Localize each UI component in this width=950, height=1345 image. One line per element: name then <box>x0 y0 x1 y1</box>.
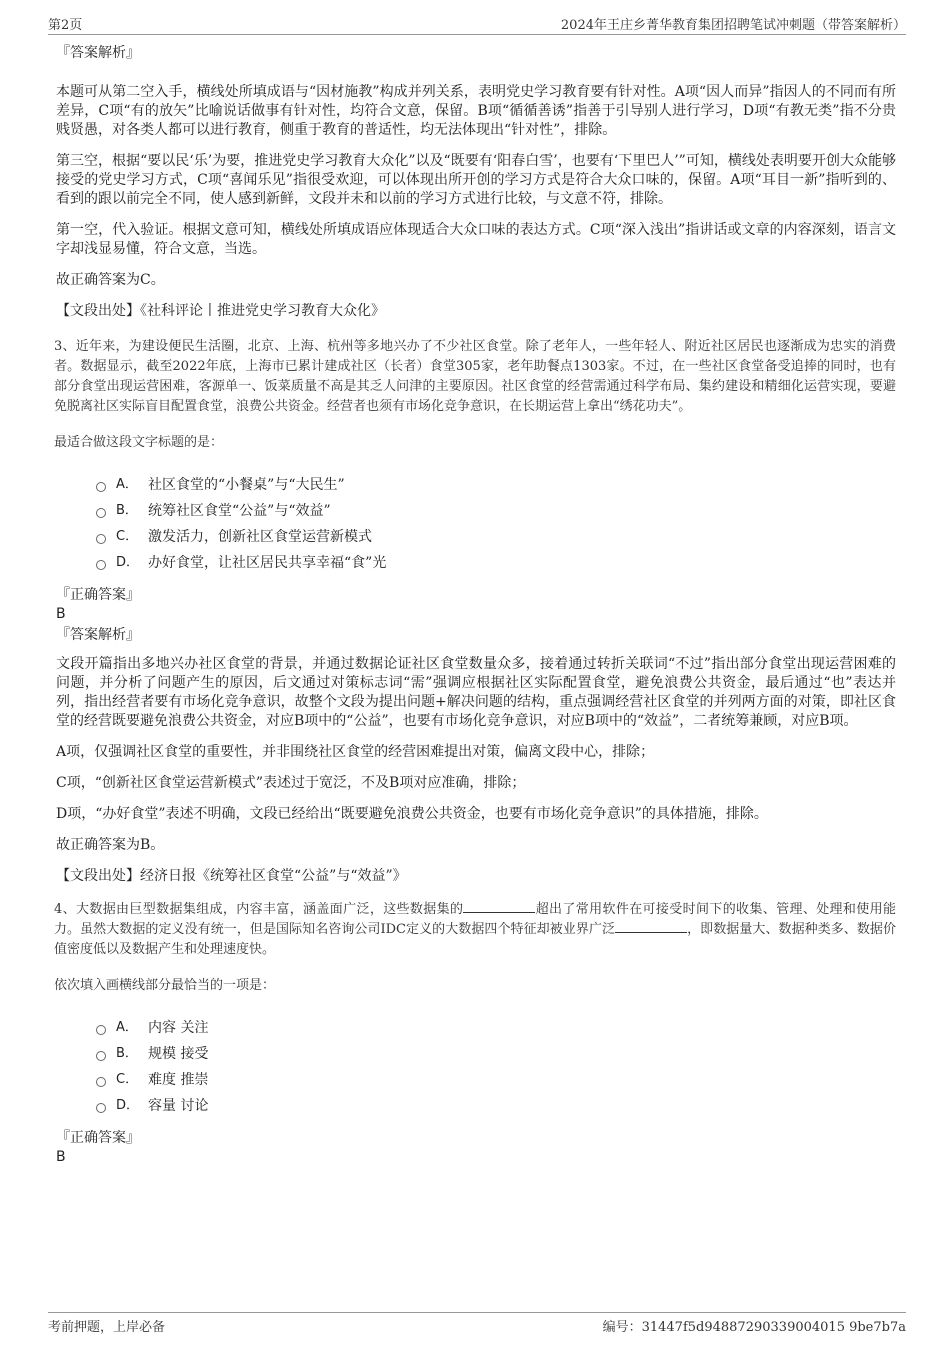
q3-answer: B <box>56 606 66 622</box>
document-id: 编号：31447f5d94887290339004015 9be7b7a <box>602 1320 906 1335</box>
q4-option-c[interactable] <box>96 1067 896 1093</box>
q3-source: 【文段出处】经济日报《统筹社区食堂“公益”与“效益”》 <box>56 868 407 884</box>
option-text: 办好食堂，让社区居民共享幸福“食”光 <box>148 555 387 571</box>
q3-analysis-paragraph: A项，仅强调社区食堂的重要性，并非围绕社区食堂的经营困难提出对策，偏离文段中心，排除； <box>56 744 655 760</box>
option-text: 统筹社区食堂“公益”与“效益” <box>148 503 331 519</box>
q4-question <box>54 900 896 960</box>
option-letter: A． <box>116 477 138 492</box>
option-letter: D． <box>116 555 140 570</box>
page-content <box>56 44 896 1169</box>
option-letter: B． <box>116 1046 138 1061</box>
page-number: 第2页 <box>48 18 83 33</box>
q3-option-b[interactable] <box>96 498 896 524</box>
q4-question-text: 4、大数据由巨型数据集组成，内容丰富，涵盖面广泛，这些数据集的 <box>54 902 464 917</box>
q4-option-b[interactable] <box>96 1041 896 1067</box>
q3-analysis-paragraph: C项，“创新社区食堂运营新模式”表述过于宽泛，不及B项对应准确，排除； <box>56 775 526 791</box>
radio-icon[interactable] <box>96 1077 106 1087</box>
q2-analysis-paragraph: 本题可从第二空入手，横线处所填成语与“因材施教”构成并列关系，表明党史学习教育要有针对性。A项“因人而异”指因人的不同而有所差异，C项“有的放矢”比喻说话做事有针对性，均符合文意，保留。B项“循循善诱”指善于引导别人进行学习，D项“有教无类”指不分贵贱贤愚，对各类人都可以进行教育，侧重于教育的普适性，均无法体现出“针对性”，排除。 <box>56 84 896 138</box>
q3-prompt: 最适合做这段文字标题的是： <box>54 435 224 450</box>
q3-question: 3、近年来，为建设便民生活圈，北京、上海、杭州等多地兴办了不少社区食堂。除了老年人，一些年轻人、附近社区居民也逐渐成为忠实的消费者。数据显示，截至2022年底，上海市已累计建成社区（长者）食堂305家，老年助餐点1303家。不过，在一些社区食堂备受追捧的同时，也有部分食堂出现运营困难，客源单一、饭菜质量不高是其乏人问津的主要原因。社区食堂的经营需通过科学布局、集约建设和精细化运营实现，要避免脱离社区实际盲目配置食堂，浪费公共资金。经营者也须有市场化竞争意识，在长期运营上拿出“绣花功夫”。 <box>54 339 896 414</box>
option-letter: C． <box>116 1072 139 1087</box>
q3-analysis-paragraph: D项，“办好食堂”表述不明确，文段已经给出“既要避免浪费公共资金，也要有市场化竞争意识”的具体措施，排除。 <box>56 806 768 822</box>
option-text: 难度 推崇 <box>148 1072 209 1088</box>
option-letter: D． <box>116 1098 140 1113</box>
radio-icon[interactable] <box>96 508 106 518</box>
q4-option-a[interactable] <box>96 1015 896 1041</box>
q4-question-text: ，即数据量大、数据种类多、数据价值密度低以及数据产生和处理速度快。 <box>54 922 896 957</box>
q3-answer-label: 『正确答案』 <box>56 587 140 603</box>
page-header <box>48 12 906 35</box>
q3-option-c[interactable] <box>96 524 896 550</box>
option-letter: A． <box>116 1020 138 1035</box>
q2-analysis-label: 『答案解析』 <box>56 45 140 61</box>
radio-icon[interactable] <box>96 1103 106 1113</box>
q2-analysis-paragraph: 第三空，根据“要以民‘乐’为要，推进党史学习教育大众化”以及“既要有‘阳春白雪’，也要有‘下里巴人’”可知，横线处表明要开创大众能够接受的党史学习方式，C项“喜闻乐见”指很受欢迎，可以体现出所开创的学习方式是符合大众口味的，保留。A项“耳目一新”指听到的、看到的跟以前完全不同，使人感到新鲜，文段并未和以前的学习方式进行比较，与文意不符，排除。 <box>56 153 896 207</box>
q2-source: 【文段出处】《社科评论丨推进党史学习教育大众化》 <box>56 303 385 319</box>
q3-options <box>96 472 896 576</box>
q2-conclusion: 故正确答案为C。 <box>56 272 165 288</box>
option-text: 社区食堂的“小餐桌”与“大民生” <box>148 477 345 493</box>
radio-icon[interactable] <box>96 482 106 492</box>
q3-option-a[interactable] <box>96 472 896 498</box>
q3-conclusion: 故正确答案为B。 <box>56 837 165 853</box>
q3-analysis-label: 『答案解析』 <box>56 627 140 643</box>
option-text: 容量 讨论 <box>148 1098 209 1114</box>
radio-icon[interactable] <box>96 1025 106 1035</box>
option-letter: B． <box>116 503 138 518</box>
option-text: 内容 关注 <box>148 1020 209 1036</box>
fill-blank <box>615 920 687 933</box>
q4-option-d[interactable] <box>96 1093 896 1119</box>
q4-prompt: 依次填入画横线部分最恰当的一项是： <box>54 978 276 993</box>
q3-option-d[interactable] <box>96 550 896 576</box>
page-footer <box>48 1312 906 1335</box>
option-text: 激发活力，创新社区食堂运营新模式 <box>148 529 372 545</box>
option-letter: C． <box>116 529 139 544</box>
radio-icon[interactable] <box>96 560 106 570</box>
footer-slogan: 考前押题，上岸必备 <box>48 1320 166 1335</box>
q4-answer: B <box>56 1149 66 1165</box>
q4-options <box>96 1015 896 1119</box>
radio-icon[interactable] <box>96 534 106 544</box>
fill-blank <box>463 900 535 913</box>
radio-icon[interactable] <box>96 1051 106 1061</box>
q4-question-text: 超出了常用软件在可接受时间下的收集、管理、处理和使用能力。虽然大数据的定义没有统一，但是国际知名咨询公司IDC定义的大数据四个特征却被业界广泛 <box>54 902 896 937</box>
q3-analysis-paragraph: 文段开篇指出多地兴办社区食堂的背景，并通过数据论证社区食堂数量众多，接着通过转折关联词“不过”指出部分食堂出现运营困难的问题，并分析了问题产生的原因，后文通过对策标志词“需”强调应根据社区实际配置食堂，避免浪费公共资金，最后通过“也”表达并列，指出经营者要有市场化竞争意识，故整个文段为提出问题+解决问题的结构，重点强调经营社区食堂的并列两方面的对策，即社区食堂的经营既要避免浪费公共资金，对应B项中的“公益”，也要有市场化竞争意识，对应B项中的“效益”，二者统筹兼顾，对应B项。 <box>56 656 896 729</box>
q2-analysis-paragraph: 第一空，代入验证。根据文意可知，横线处所填成语应体现适合大众口味的表达方式。C项“深入浅出”指讲话或文章的内容深刻，语言文字却浅显易懂，符合文意，当选。 <box>56 222 896 257</box>
q4-answer-label: 『正确答案』 <box>56 1130 140 1146</box>
document-title: 2024年王庄乡菁华教育集团招聘笔试冲刺题（带答案解析） <box>560 18 906 33</box>
option-text: 规模 接受 <box>148 1046 209 1062</box>
